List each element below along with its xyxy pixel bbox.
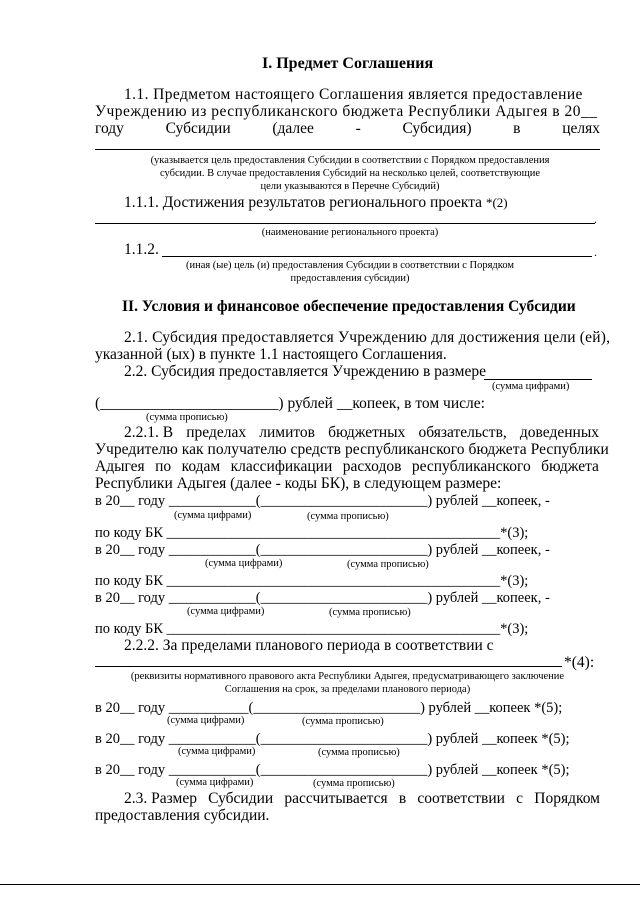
year-row-4: в 20__ году ___________(_______________________) рублей __копеек *(5); [95,700,563,716]
caption-words: (сумма прописью) [329,607,411,618]
other-goal-line [162,256,592,257]
legal-act-line [95,666,562,667]
legal-act-note-line-2: Соглашения на срок, за пределами планового периода) [224,684,471,695]
word: Адыгея [95,458,145,475]
year-row-5: в 20__ году ____________(_______________________) рублей __копеек *(5); [95,731,570,747]
project-name-line [95,223,595,224]
word: Порядком [534,790,600,807]
clause-1-1-2: 1.1.2. [124,241,159,258]
word: целях [562,120,600,137]
caption-words: (сумма прописью) [313,778,395,789]
word: расходов [342,458,402,475]
goal-note-line-1: (указывается цель предоставления Субсидии в соответствии с Порядком предоставления [150,155,550,166]
word: в [398,790,407,807]
word: (далее [272,120,314,137]
clause-1-1-line-1: 1.1. Предметом настоящего Соглашения является предоставление [124,86,583,103]
clause-2-1-line-1: 2.1. Субсидия предоставляется Учреждению для достижения цели (ей), [124,329,611,346]
clause-2-2-1-line-4: Республики Адыгея (далее - коды БК), в следующем размере: [95,475,502,492]
sum-words-caption: (сумма прописью) [146,412,228,423]
bk-code-row-3: по коду БК ______________________________________________*(3); [95,621,529,637]
caption-digits: (сумма цифрами) [174,510,252,521]
clause-2-1-line-2: указанной (ых) в пункте 1.1 настоящего Соглашения. [95,346,447,363]
word: 2.2.1. В [124,424,174,441]
word: Субсидия) [402,120,472,137]
caption-words: (сумма прописью) [318,747,400,758]
goal-note-line-3: цели указываются в Перечне Субсидий) [260,181,440,192]
word: по [155,458,172,475]
word: году [95,120,124,137]
word: Субсидии [165,120,231,137]
project-name-note: (наименование регионального проекта) [261,227,439,238]
word: лимитов [259,424,316,441]
goal-fill-line [95,149,600,150]
bk-code-row-1: по коду БК ______________________________________________*(3); [95,525,529,541]
word: обязательств, [418,424,507,441]
word: Субсидии [208,790,274,807]
bk-code-row-2: по коду БК ______________________________________________*(3); [95,573,529,589]
clause-2-2-1-line-2: Учредителю как получателю средств республиканского бюджета Республики [95,441,609,458]
caption-digits: (сумма цифрами) [178,746,256,757]
goal-note-line-2: субсидии. В случае предоставления Субсидий на несколько целей, соответствующие [160,168,540,179]
clause-1-1-line-3 [95,120,600,138]
year-row-6: в 20__ году ____________(_______________________) рублей __копеек *(5); [95,762,570,778]
word: - [355,120,361,137]
word: кодам [181,458,221,475]
section-1-heading: I. Предмет Соглашения [262,55,434,72]
footnote-ref: *(4): [564,654,595,671]
caption-digits: (сумма цифрами) [167,715,245,726]
word: 2.3. Размер [124,790,197,807]
page-bottom-edge [0,884,640,885]
clause-2-3-line-1 [124,790,600,808]
caption-digits: (сумма цифрами) [205,558,283,569]
word: в [513,120,521,137]
other-goal-note-line-1: (иная (ые) цель (и) предоставления Субсидии в соответствии с Порядком [185,260,515,271]
dot: . [594,212,597,226]
word: бюджетных [328,424,406,441]
word: с [516,790,524,807]
footnote-ref: *(2) [485,195,508,210]
clause-1-1-line-2: Учреждению из республиканского бюджета Республики Адыгея в 20__ [95,103,598,120]
clause-1-1-1 [124,194,508,212]
clause-2-2-1-line-1 [124,424,599,442]
clause-2-3-line-2: предоставления субсидии. [95,807,270,824]
word: бюджета [541,458,599,475]
legal-act-note-line-1: (реквизиты нормативного правового акта Республики Адыгея, предусматривающего заключение [130,671,565,682]
other-goal-note-line-2: предоставления субсидии) [290,273,410,284]
caption-words: (сумма прописью) [347,559,429,570]
word: рассчитывается [284,790,388,807]
clause-2-2-1-line-3 [95,458,599,476]
year-row-1: в 20__ году ____________(_______________________) рублей __копеек, - [95,493,550,509]
caption-digits: (сумма цифрами) [176,777,254,788]
word: республиканского [411,458,531,475]
clause-2-2: 2.2. Субсидия предоставляется Учреждению в размере [124,363,487,380]
word: доведенных [519,424,599,441]
word: соответствии [417,790,505,807]
year-row-2: в 20__ году ____________(_______________________) рублей __копеек, - [95,542,550,558]
clause-1-1-1-text: 1.1.1. Достижения результатов регионального проекта [124,194,483,211]
caption-digits: (сумма цифрами) [187,606,265,617]
sum-digits-caption: (сумма цифрами) [492,381,570,392]
caption-words: (сумма прописью) [307,511,389,522]
section-2-heading: II. Условия и финансовое обеспечение предоставления Субсидии [122,298,576,315]
word: пределах [186,424,247,441]
clause-2-2-2: 2.2.2. За пределами планового периода в соответствии с [124,637,494,654]
year-row-3: в 20__ году ____________(_______________________) рублей __копеек, - [95,590,550,606]
dot: . [594,245,597,259]
clause-2-2-sum: (_______________________) рублей __копеек, в том числе: [95,395,485,412]
caption-words: (сумма прописью) [302,716,384,727]
word: классификации [230,458,333,475]
